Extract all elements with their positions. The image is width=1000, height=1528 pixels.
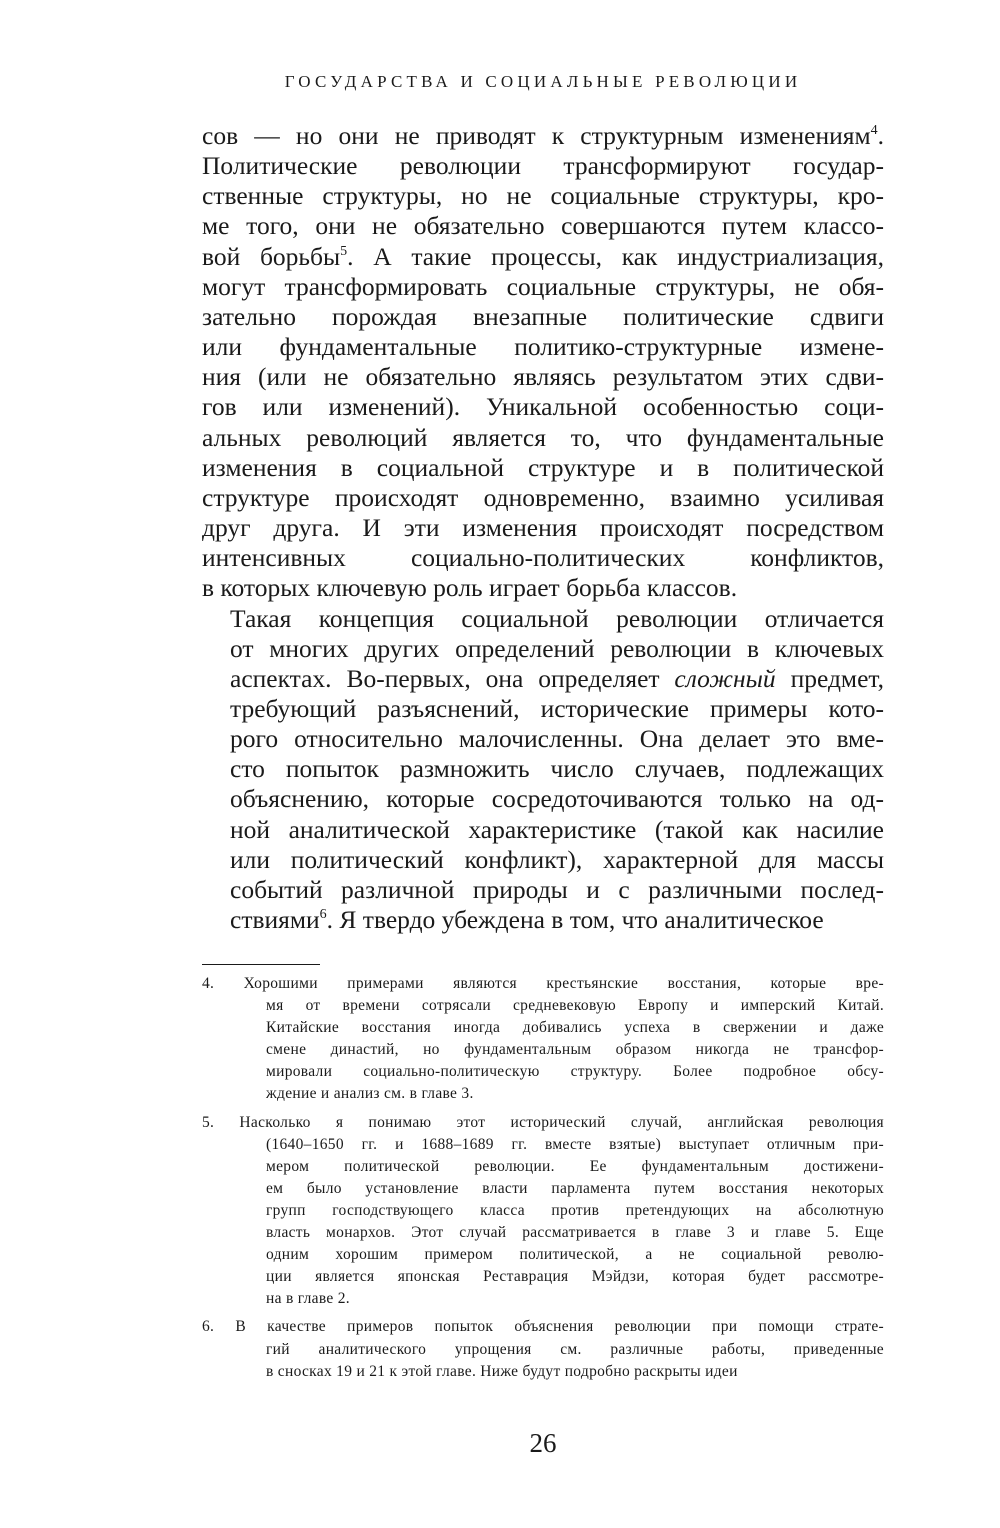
footnote-line-text: ждение и анализ см. в главе 3. (266, 1085, 474, 1103)
footnote-line (266, 1288, 884, 1310)
line-text: ной аналитической характеристике (такой как насилие (230, 814, 884, 844)
footnote-line-text: Китайские восстания иногда добивались успеха в свержении и даже (266, 1019, 884, 1037)
line-text: гов или изменений). Уникальной особенностью соци- (202, 392, 884, 422)
line-text-continued: . А такие процессы, как индустриализация, (347, 241, 885, 271)
line-text: сов — но они не приводят к структурным изменениям (202, 121, 871, 150)
footnote-line (266, 1178, 884, 1200)
text-line (202, 754, 884, 784)
line-text: Политические революции трансформируют государ- (202, 151, 884, 181)
line-text: зательно порождая внезапные политические сдвиги (202, 301, 884, 331)
footnote-5 (202, 1112, 884, 1311)
line-text: интенсивных социально-политических конфликтов, (202, 543, 884, 573)
text-line (202, 724, 884, 754)
text-line (202, 513, 884, 543)
footnote-line-text: мировали социально-политическую структуру. Более подробное обсу- (266, 1063, 884, 1081)
footnote-line (266, 1017, 884, 1039)
footnote-line-text: гий аналитического упрощения см. различные работы, приведенные (266, 1340, 884, 1358)
footnote-number: 6. (202, 1318, 236, 1336)
line-text: или фундаментальные политико-структурные измене- (202, 332, 884, 362)
text-line (202, 604, 884, 634)
text-line (202, 302, 884, 332)
footnote-line-text: мером политической революции. Ее фундаментальным достижени- (266, 1157, 884, 1175)
line-text: ственные структуры, но не социальные структуры, кро- (202, 181, 884, 211)
footnote-line-text: одним хорошим примером политической, а не социальной револю- (266, 1246, 884, 1264)
footnote-line (266, 1222, 884, 1244)
text-line (202, 211, 884, 241)
footnote-line (266, 995, 884, 1017)
text-line (202, 332, 884, 362)
line-text: ния (или не обязательно являясь результатом этих сдви- (202, 362, 884, 392)
line-text: могут трансформировать социальные структуры, не обя- (202, 271, 884, 301)
text-line (202, 905, 884, 935)
footnote-line (202, 973, 884, 995)
paragraph-2 (202, 604, 884, 936)
footnote-4 (202, 973, 884, 1106)
line-text: или политический конфликт), характерной для массы (230, 844, 884, 874)
footnote-line-text: ции является японская Реставрация Мэйдзи, которая будет рассмотре- (266, 1268, 884, 1286)
text-line (202, 694, 884, 724)
line-text: требующий разъяснений, исторические примеры кото- (230, 693, 884, 723)
footnote-line (266, 1339, 884, 1361)
line-text: аспектах. Во-первых, она определяет (230, 663, 675, 693)
line-text: структуре происходят одновременно, взаимно усиливая (202, 482, 884, 512)
paragraph-1 (202, 121, 884, 604)
text-line (202, 121, 884, 151)
text-line (202, 875, 884, 905)
text-line (202, 664, 884, 694)
line-text: альных революций является то, что фундаментальные (202, 422, 884, 452)
footnote-line (266, 1156, 884, 1178)
line-text: друг друга. И эти изменения происходят посредством (202, 513, 884, 543)
footnote-reference[interactable]: 5 (340, 243, 348, 259)
footnote-line (266, 1061, 884, 1083)
line-text: изменения в социальной структуре и в политической (202, 452, 884, 482)
line-text: от многих других определений революции в ключевых (230, 633, 884, 663)
footnote-line (266, 1083, 884, 1105)
line-text-continued: . Я твердо убеждена в том, что аналитическое (326, 905, 824, 935)
footnote-line-text: Насколько я понимаю этот исторический случай, английская революция (239, 1113, 884, 1131)
text-line (202, 392, 884, 422)
line-text: ме того, они не обязательно совершаются путем классо- (202, 211, 884, 241)
footnote-separator (202, 964, 320, 965)
footnote-line (202, 1112, 884, 1134)
text-line (202, 845, 884, 875)
text-line (202, 362, 884, 392)
footnote-line (266, 1039, 884, 1061)
text-line (202, 634, 884, 664)
line-text: сто попыток размножить число случаев, подлежащих (230, 754, 884, 784)
footnote-line (266, 1361, 884, 1383)
footnote-line-text: групп господствующего класса против претендующих на абсолютную (266, 1201, 884, 1219)
footnote-6 (202, 1316, 884, 1382)
footnote-line (266, 1266, 884, 1288)
text-line (202, 423, 884, 453)
footnote-number: 4. (202, 975, 244, 992)
line-text: событий различной природы и с различными послед- (230, 874, 884, 904)
line-text: в которых ключевую роль играет борьба классов. (202, 573, 738, 603)
footnote-line-text: ем было установление власти парламента путем восстания некоторых (266, 1179, 884, 1197)
footnote-line-text: смене династий, но фундаментальным образом никогда не трансфор- (266, 1041, 884, 1059)
footnote-line-text: власть монархов. Этот случай рассматривается в главе 3 и главе 5. Еще (266, 1224, 884, 1242)
footnote-number: 5. (202, 1113, 240, 1131)
text-line (202, 543, 884, 573)
footnote-line-text: Хорошими примерами являются крестьянские восстания, которые вре- (243, 975, 884, 992)
text-line (202, 573, 884, 603)
running-header: ГОСУДАРСТВА И СОЦИАЛЬНЫЕ РЕВОЛЮЦИИ (284, 72, 802, 91)
line-text: ствиями (230, 905, 320, 935)
line-text: Такая концепция социальной революции отличается (230, 603, 884, 633)
footnote-line (202, 1316, 884, 1338)
line-text-continued: предмет, (775, 663, 884, 693)
text-line (202, 181, 884, 211)
footnote-reference[interactable]: 6 (319, 907, 327, 923)
footnotes (202, 973, 884, 1389)
line-text: рого относительно малочисленны. Она делает это вме- (230, 724, 884, 754)
text-line (202, 483, 884, 513)
line-text: объяснению, которые сосредоточиваются только на од- (230, 784, 884, 814)
footnote-line-text: (1640–1650 гг. и 1688–1689 гг. вместе взятые) выступает отличным при- (266, 1135, 884, 1153)
text-line (202, 151, 884, 181)
text-line (202, 453, 884, 483)
footnote-line-text: мя от времени сотрясали средневековую Европу и имперский Китай. (266, 997, 884, 1015)
line-text: вой борьбы (202, 241, 341, 271)
text-line (202, 784, 884, 814)
footnote-line (266, 1200, 884, 1222)
footnote-reference[interactable]: 4 (870, 123, 878, 138)
main-text (202, 121, 884, 935)
text-line (202, 242, 884, 272)
line-text-continued: . (877, 121, 884, 150)
text-line (202, 815, 884, 845)
footnote-line-text: на в главе 2. (266, 1290, 350, 1308)
text-line (202, 272, 884, 302)
page-number: 26 (529, 1428, 557, 1458)
footnote-line (266, 1244, 884, 1266)
footnote-line-text: в сносках 19 и 21 к этой главе. Ниже будут подробно раскрыты идеи (266, 1362, 738, 1380)
italic-emphasis: сложный (674, 663, 776, 693)
footnote-line (266, 1134, 884, 1156)
footnote-line-text: В качестве примеров попыток объяснения революции при помощи страте- (235, 1318, 884, 1336)
